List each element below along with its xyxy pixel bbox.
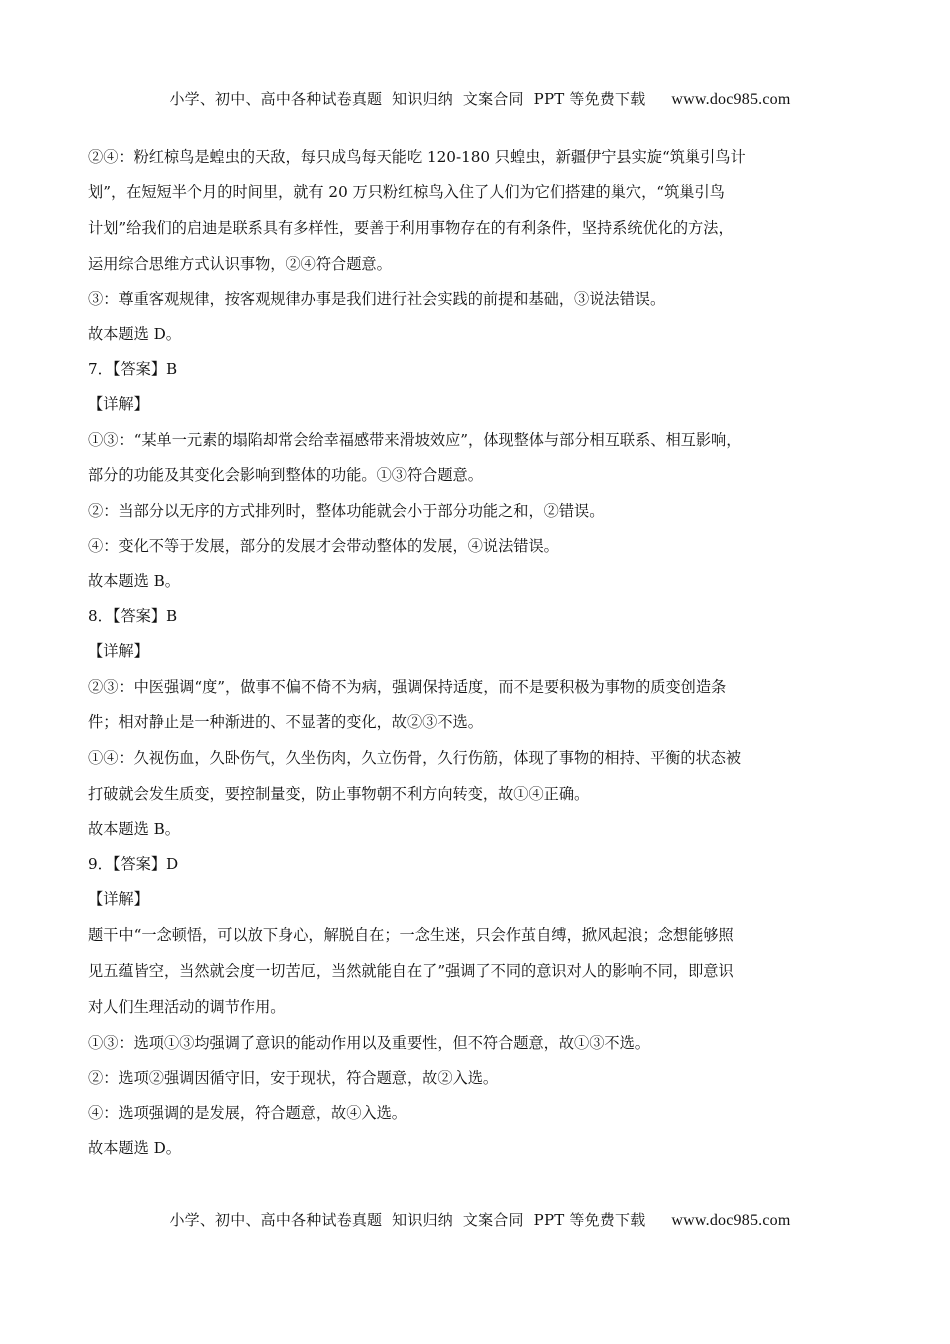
text-line: ①③：选项①③均强调了意识的能动作用以及重要性，但不符合题意，故①③不选。 [88,1034,650,1052]
text-line: ③：尊重客观规律，按客观规律办事是我们进行社会实践的前提和基础，③说法错误。 [88,290,666,308]
text-line: 8．【答案】B [88,607,178,625]
text-line: 故本题选 B。 [88,820,180,838]
text-line: ②④：粉红椋鸟是蝗虫的天敌，每只成鸟每天能吃 120-180 只蝗虫，新疆伊宁县实旋“筑巢引鸟计 [88,148,746,166]
page-footer [0,1191,950,1230]
text-line: 【详解】 [88,890,149,908]
text-line: 计划”给我们的启迪是联系具有多样性，要善于利用事物存在的有利条件，坚持系统优化的方法， [88,219,734,237]
text-line: 7．【答案】B [88,360,178,378]
text-line: 见五蕴皆空，当然就会度一切苦厄，当然就能自在了”强调了不同的意识对人的影响不同，即意识 [88,962,734,980]
text-line: 运用综合思维方式认识事物，②④符合题意。 [88,255,392,273]
page-header [0,70,950,109]
header-url: www.doc985.com [671,91,791,108]
text-line: ①④：久视伤血，久卧伤气，久坐伤肉，久立伤骨，久行伤筋，体现了事物的相持、平衡的状态被 [88,749,742,767]
text-line: 故本题选 B。 [88,572,180,590]
text-line: 故本题选 D。 [88,325,181,343]
text-line: 【详解】 [88,395,149,413]
text-line: 对人们生理活动的调节作用。 [88,998,286,1016]
text-line: ②：当部分以无序的方式排列时，整体功能就会小于部分功能之和，②错误。 [88,502,605,520]
text-line: ②③：中医强调“度”，做事不偏不倚不为病，强调保持适度，而不是要积极为事物的质变创造条 [88,678,727,696]
text-line: 打破就会发生质变，要控制量变，防止事物朝不利方向转变，故①④正确。 [88,785,590,803]
text-line: ②：选项②强调因循守旧，安于现状，符合题意，故②入选。 [88,1069,499,1087]
text-line: ④：选项强调的是发展，符合题意，故④入选。 [88,1104,407,1122]
text-line: 故本题选 D。 [88,1139,181,1157]
text-line: 部分的功能及其变化会影响到整体的功能。①③符合题意。 [88,466,483,484]
text-line: ①③：“某单一元素的塌陷却常会给幸福感带来滑坡效应”，体现整体与部分相互联系、相互影响， [88,431,742,449]
text-line: 划”，在短短半个月的时间里，就有 20 万只粉红椋鸟入住了人们为它们搭建的巢穴，“筑巢引鸟 [88,183,725,201]
text-line: 件；相对静止是一种渐进的、不显著的变化，故②③不选。 [88,713,483,731]
text-line: 【详解】 [88,642,149,660]
text-line: 9．【答案】D [88,855,179,873]
text-line: ④：变化不等于发展，部分的发展才会带动整体的发展，④说法错误。 [88,537,559,555]
footer-url: www.doc985.com [671,1212,791,1229]
header-text: 小学、初中、高中各种试卷真题 知识归纳 文案合同 PPT 等免费下载 [169,90,646,108]
footer-text: 小学、初中、高中各种试卷真题 知识归纳 文案合同 PPT 等免费下载 [169,1211,646,1229]
text-line: 题干中“一念顿悟，可以放下身心，解脱自在；一念生迷，只会作茧自缚，掀风起浪；念想能够照 [88,926,734,944]
